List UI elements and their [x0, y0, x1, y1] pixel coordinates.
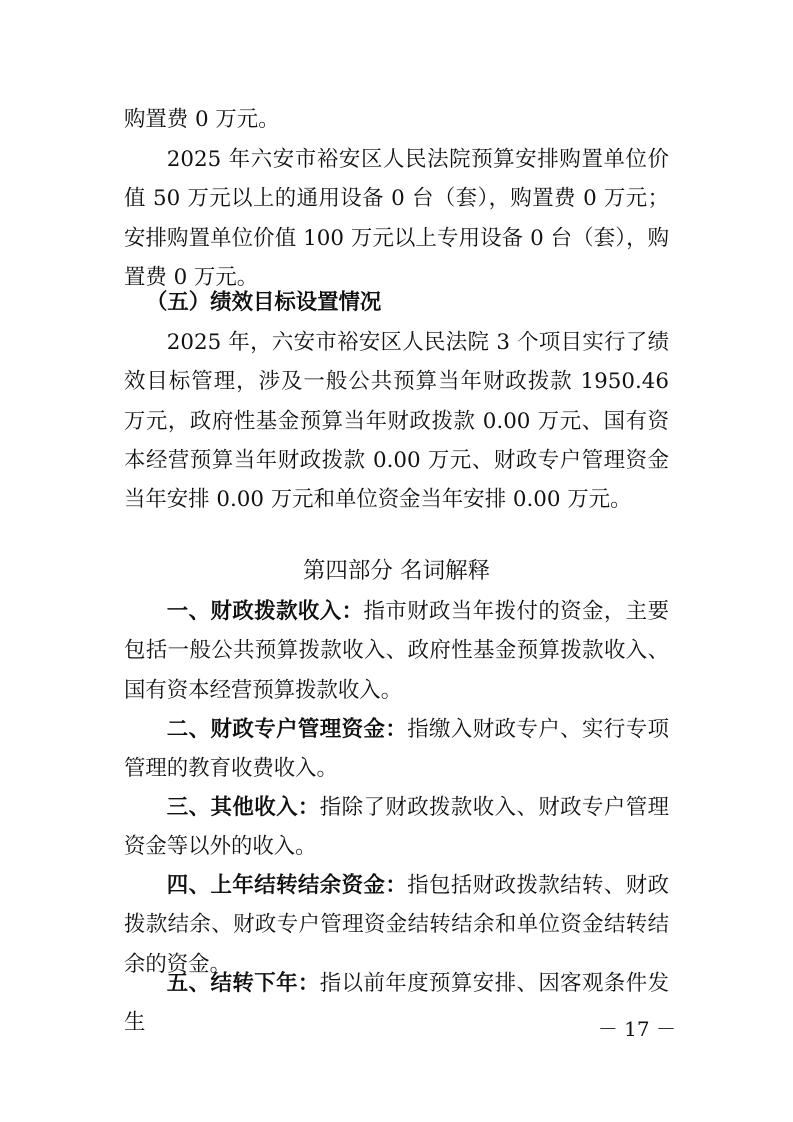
- term-item: [124, 788, 669, 867]
- term-label: 二、财政专户管理资金：: [166, 717, 408, 742]
- term-definition: 指市财政当年拨付的资金，主要包括一般公共预算拨款收入、政府性基金预算拨款收入、国有资本经营预算拨款收入。: [124, 599, 669, 703]
- section-title-glossary: 第四部分 名词解释: [302, 558, 491, 584]
- term-item: [124, 710, 669, 789]
- paragraph-purchase-cost: 购置费 0 万元。: [124, 107, 280, 132]
- term-label: 一、财政拨款收入：: [166, 599, 364, 624]
- term-definition: 指以前年度预算安排、因客观条件发生: [124, 971, 669, 1036]
- paragraph-equipment-purchase: 2025 年六安市裕安区人民法院预算安排购置单位价值 50 万元以上的通用设备 0 台（套），购置费 0 万元；安排购置单位价值 100 万元以上专用设备 0 台（套），购置费 0 万元。: [124, 147, 669, 290]
- term-label: 四、上年结转结余资金：: [166, 873, 408, 898]
- term-definition: 指除了财政拨款收入、财政专户管理资金等以外的收入。: [124, 795, 669, 860]
- term-label: 五、结转下年：: [166, 971, 320, 996]
- heading-performance-targets: （五）绩效目标设置情况: [146, 290, 382, 315]
- term-definition: 指缴入财政专户、实行专项管理的教育收费收入。: [124, 717, 669, 782]
- term-item: [124, 964, 669, 1043]
- page-number: － 17 －: [597, 1017, 676, 1041]
- term-definition: 指包括财政拨款结转、财政拨款结余、财政专户管理资金结转结余和单位资金结转结余的资金。: [124, 873, 669, 977]
- term-label: 三、其他收入：: [166, 795, 320, 820]
- term-item: [124, 592, 669, 710]
- paragraph-performance-projects: 2025 年，六安市裕安区人民法院 3 个项目实行了绩效目标管理，涉及一般公共预算当年财政拨款 1950.46 万元，政府性基金预算当年财政拨款 0.00 万元、国有资本经营预算当年财政拨款 0.00 万元、财政专户管理资金当年安排 0.00 万元和单位资金当年安排 0.00 万元。: [124, 330, 669, 513]
